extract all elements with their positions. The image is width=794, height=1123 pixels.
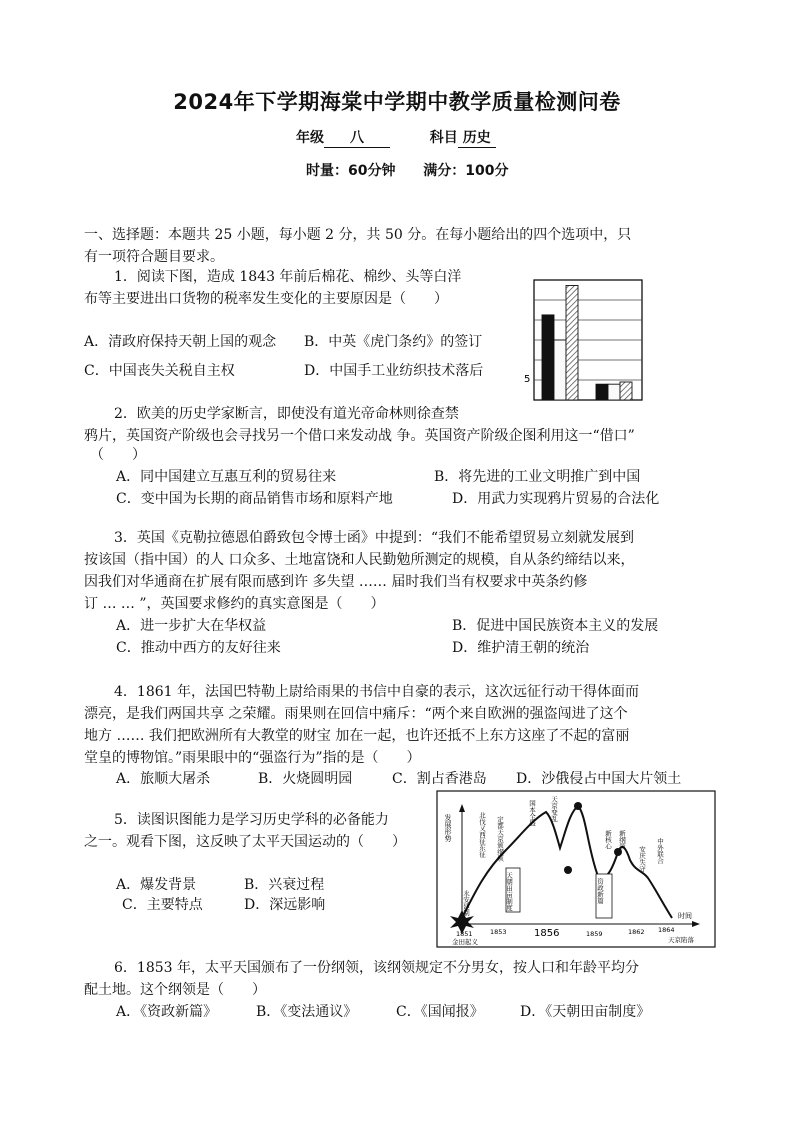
q4-stem-line3: 地方 …… 我们把欧洲所有大教堂的财宝 加在一起，也许还抵不上东方这座了不起的富丽: [84, 728, 630, 744]
q5-stem-line2: 之一。观看下图，这反映了太平天国运动的（ ）: [84, 834, 406, 850]
q3-stem-line4: 订 … … ”，英国要求修约的真实意图是（ ）: [84, 596, 385, 612]
grade-field: [296, 127, 496, 148]
label-bianluan: 天京变乱: [550, 796, 558, 822]
q2-option-d: D．用武力实现鸦片贸易的合法化: [452, 491, 660, 507]
q3-stem-line2: 按该国（指中国）的人 口众多、土地富饶和人民勤勉所测定的规模，自从条约缔结以来，: [84, 552, 635, 568]
q3-stem-line3: 因我们对华通商在扩展有限而感到许 多失望 …… 届时我们当有权要求中英条约修: [84, 574, 588, 590]
page-title: 2024年下学期海棠中学期中教学质量检测问卷: [173, 90, 621, 114]
label-zhongwai: 中外联合: [656, 838, 664, 864]
subject-value: 历史: [458, 127, 496, 148]
time-label: 时量：60分钟: [306, 163, 396, 179]
q2-option-b: B．将先进的工业文明推广到中国: [434, 469, 641, 485]
section-intro-line1: 一、选择题：本题共 25 小题，每小题 2 分，共 50 分。在每小题给出的四个选项中，只: [84, 227, 632, 243]
q5-option-b: B．兴衰过程: [244, 877, 325, 893]
chart-bar: [620, 382, 632, 400]
chart-bar: [542, 315, 554, 400]
q1-option-d: D．中国手工业纺织技术落后: [304, 363, 484, 379]
q2-option-a: A．同中国建立互惠互利的贸易往来: [116, 469, 337, 485]
chart-bar: [566, 285, 578, 400]
q4-stem-line2: 漂亮，是我们两国共享 之荣耀。雨果则在回信中痛斥：“两个来自欧洲的强盗闯进了这个: [84, 706, 628, 722]
q2-stem-line3: （ ）: [90, 447, 146, 463]
grade-value: 八: [324, 127, 390, 148]
q5-taiping-diagram: [436, 790, 716, 948]
q2-option-c: C．变中国为长期的商品销售市场和原料产地: [116, 491, 393, 507]
label-quansheng: 国本全盛: [528, 800, 536, 826]
box-tianchao-label: 天朝田亩制度: [505, 872, 513, 911]
q5-option-d: D．深远影响: [244, 897, 326, 913]
q6-option-a: A．《资政新篇》: [116, 1004, 218, 1020]
q1-option-c: C．中国丧失关税自主权: [84, 363, 235, 379]
chart-bar: [554, 340, 566, 400]
label-tianjing-fall: 天京陷落: [668, 936, 694, 944]
q1-stem-line2: 布等主要进出口货物的税率发生变化的主要原因是（ ）: [84, 291, 448, 307]
year-1853: 1853: [490, 928, 507, 936]
year-1856: 1856: [534, 928, 560, 939]
label-xingangling: 新纲领: [618, 830, 626, 850]
q3-option-d: D．维护清王朝的统治: [452, 640, 590, 656]
y-axis-label: 发展形势: [444, 814, 452, 842]
q3-option-a: A．进一步扩大在华权益: [116, 618, 267, 634]
q5-option-a: A．爆发背景: [116, 877, 197, 893]
q5-stem-line1: 5．读图识图能力是学习历史学科的必备能力: [114, 812, 389, 828]
label-yongan: 永安建制: [462, 890, 470, 916]
q1-tariff-chart: [512, 274, 652, 406]
exam-meta: [306, 160, 508, 180]
q4-option-d: D．沙俄侵占中国大片领土: [516, 771, 682, 787]
q4-option-a: A．旅顺大屠杀: [116, 771, 211, 787]
q1-stem-line1: 1．阅读下图，造成 1843 年前后棉花、棉纱、头等白洋: [114, 269, 462, 285]
q4-stem-line1: 4．1861 年，法国巴特勒上尉给雨果的书信中自豪的表示，这次远征行动干得体面而: [114, 684, 639, 700]
chart-tick-label: 5: [524, 374, 531, 385]
q2-stem-line2: 鸦片，英国资产阶级也会寻找另一个借口来发动战 争。英国资产阶级企图利用这一“借口”: [84, 428, 635, 444]
q4-option-c: C．割占香港岛: [392, 771, 487, 787]
year-1864: 1864: [658, 926, 675, 934]
label-xinhexin: 新核心: [604, 830, 612, 850]
q3-stem-line1: 3．英国《克勒拉德恩伯爵致包令博士函》中提到：“我们不能希望贸易立刻就发展到: [114, 530, 635, 546]
q6-option-d: D．《天朝田亩制度》: [520, 1004, 651, 1020]
label-anqing: 安庆失守: [638, 846, 646, 872]
q3-option-b: B．促进中国民族资本主义的发展: [452, 618, 659, 634]
turning-marker: [564, 866, 572, 874]
q6-option-b: B．《变法通议》: [256, 1004, 358, 1020]
year-1851: 1851: [456, 930, 473, 938]
grade-label: 年级: [296, 130, 324, 146]
year-1859: 1859: [586, 930, 603, 938]
section-intro-line2: 有一项符合题目要求。: [84, 249, 224, 265]
x-axis-label: 时间: [678, 912, 692, 920]
q6-stem-line2: 配土地。这个纲领是（ ）: [84, 982, 266, 998]
q1-option-b: B．中英《虎门条约》的签订: [304, 334, 483, 350]
label-dingdu: 定都天京颁纲领: [496, 816, 504, 862]
subject-label: 科目: [429, 130, 458, 146]
q1-option-a: A．清政府保持天朝上国的观念: [84, 334, 277, 350]
q6-option-c: C．《国闻报》: [396, 1004, 484, 1020]
label-beifa: 北伐又西征东征: [478, 812, 486, 858]
q3-option-c: C．推动中西方的友好往来: [116, 640, 281, 656]
peak-marker: [574, 802, 582, 810]
score-label: 满分：100分: [423, 163, 509, 179]
chart-bar: [596, 384, 608, 400]
box-zizheng-label: 资政新篇: [596, 878, 604, 904]
q2-stem-line1: 2．欧美的历史学家断言，即使没有道光帝命林则徐查禁: [114, 406, 459, 422]
q4-stem-line4: 堂皇的博物馆。”雨果眼中的“强盗行为”指的是（ ）: [84, 750, 421, 766]
q5-option-c: C．主要特点: [122, 897, 203, 913]
chart-bar: [608, 384, 620, 400]
year-1862: 1862: [628, 928, 645, 936]
q4-option-b: B．火烧圆明园: [258, 771, 353, 787]
label-jintian: 金田起义: [452, 938, 478, 946]
q6-stem-line1: 6．1853 年，太平天国颁布了一份纲领，该纲领规定不分男女，按人口和年龄平均分: [114, 960, 639, 976]
